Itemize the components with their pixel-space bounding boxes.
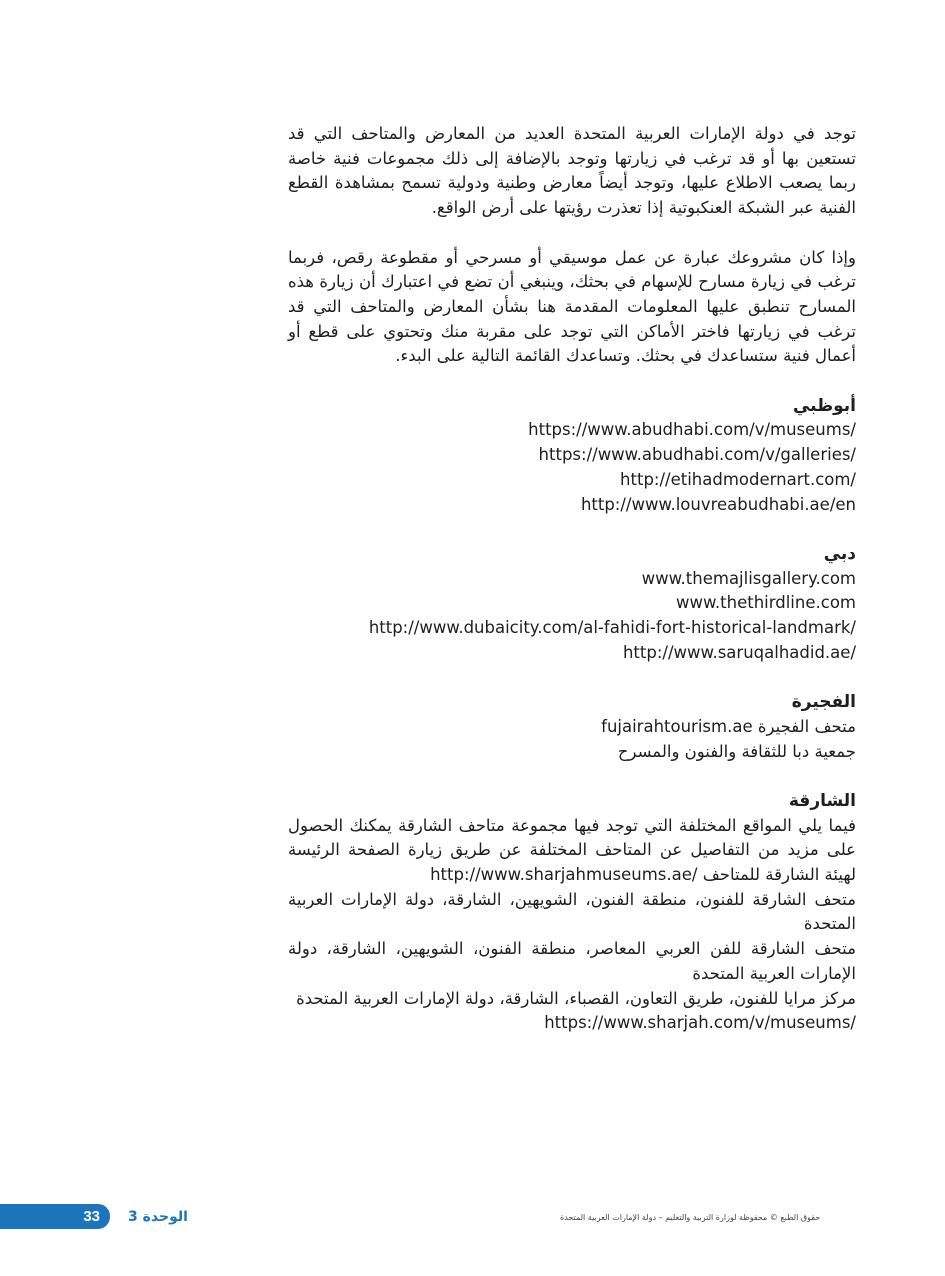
sharjah-item-art-museum: متحف الشارقة للفنون، منطقة الفنون، الشويهين، الشارقة، دولة الإمارات العربية المتحدة [288,889,856,934]
sharjah-section [288,789,856,1036]
sharjah-intro [288,814,856,888]
page-content [288,122,856,1061]
sharjah-heading: الشارقة [788,790,856,811]
dubai-link-saruq[interactable]: http://www.saruqalhadid.ae/ [622,642,856,662]
dubai-link-majlis[interactable]: www.themajlisgallery.com [641,568,856,588]
fujairah-museum-link[interactable]: fujairahtourism.ae [601,716,753,736]
fujairah-museum-label: متحف الفجيرة [757,716,856,736]
unit-label: الوحدة 3 [128,1209,188,1225]
copyright-notice: حقوق الطبع © محفوظة لوزارة التربية والتعليم – دولة الإمارات العربية المتحدة [560,1213,821,1222]
sharjah-item-maraya: مركز مرايا للفنون، طريق التعاون، القصباء، الشارقة، دولة الإمارات العربية المتحدة [296,988,856,1008]
fujairah-section [288,690,856,764]
dubai-heading: دبي [823,543,856,564]
abudhabi-link-museums[interactable]: https://www.abudhabi.com/v/museums/ [528,420,856,440]
sharjah-museums-link[interactable]: http://www.sharjahmuseums.ae/ [430,865,698,885]
abudhabi-link-etihad[interactable]: http://etihadmodernart.com/ [620,469,856,489]
page-number-tab [0,1204,110,1229]
fujairah-society: جمعية دبا للثقافة والفنون والمسرح [617,741,856,761]
sharjah-item-arab-art-museum: متحف الشارقة للفن العربي المعاصر، منطقة الفنون، الشويهين، الشارقة، دولة الإمارات العربية المتحدة [288,939,856,983]
fujairah-heading: الفجيرة [791,692,856,713]
dubai-link-thirdline[interactable]: www.thethirdline.com [675,593,856,613]
intro-paragraph-2: وإذا كان مشروعك عبارة عن عمل موسيقي أو مسرحي أو مقطوعة رقص، فربما ترغب في زيارة مسارح للإسهام في بحثك، وينبغي أن تضع في اعتبارك أن زيارة هذه المسارح تنطبق عليها المعلومات المقدمة هنا بشأن المعارض والمتاحف التي قد ترغب في زيارتها فاختر الأماكن التي توجد على مقربة منك وتحتوي على قطع أو أعمال فنية ستساعدك في بحثك. وتساعدك القائمة التالية على البدء. [288,247,856,366]
abudhabi-section [288,394,856,518]
abudhabi-link-galleries[interactable]: https://www.abudhabi.com/v/galleries/ [538,445,856,465]
abudhabi-heading: أبوظبي [792,395,856,416]
intro-paragraph-1: توجد في دولة الإمارات العربية المتحدة العديد من المعارض والمتاحف التي قد تستعين بها أو قد ترغب في زيارتها وتوجد بالإضافة إلى ذلك مجموعات فنية خاصة ربما يصعب الاطلاع عليها، وتوجد أيضاً معارض وطنية ودولية تسمح بمشاهدة القطع الفنية عبر الشبكة العنكبوتية إذا تعذرت رؤيتها على أرض الواقع. [288,124,856,218]
sharjah-link-museums[interactable]: https://www.sharjah.com/v/museums/ [544,1013,856,1033]
dubai-section [288,542,856,666]
abudhabi-link-louvre[interactable]: http://www.louvreabudhabi.ae/en [580,494,856,514]
fujairah-museum-line [288,715,856,740]
sharjah-intro-text: فيما يلي المواقع المختلفة التي توجد فيها مجموعة متاحف الشارقة يمكنك الحصول على مزيد من التفاصيل عن المتاحف المختلفة عن طريق زيارة الصفحة الرئيسة لهيئة الشارقة للمتاحف [288,815,856,885]
page-number: 33 [83,1208,100,1225]
dubai-link-alfahidi[interactable]: http://www.dubaicity.com/al-fahidi-fort-historical-landmark/ [368,618,856,638]
